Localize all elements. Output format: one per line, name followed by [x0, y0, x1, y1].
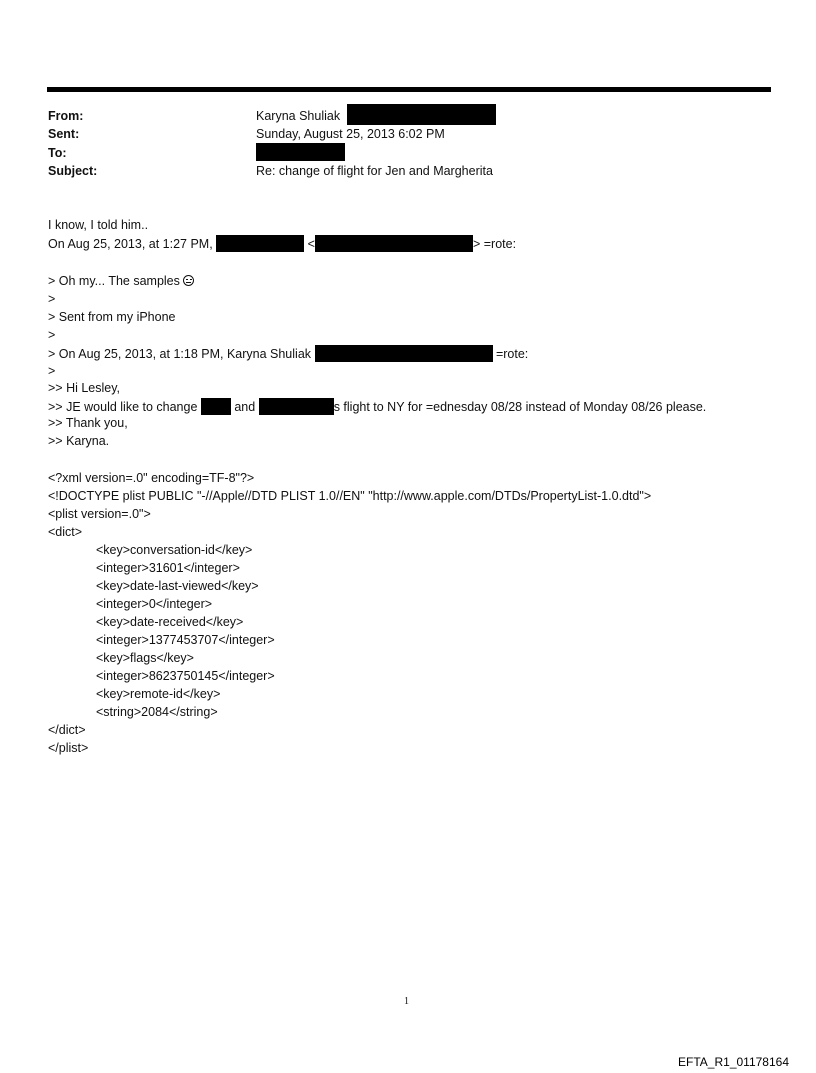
- plist-line: <integer>0</integer>: [96, 597, 213, 611]
- plist-line: <key>flags</key>: [96, 651, 194, 665]
- plist-line: <dict>: [48, 525, 83, 539]
- plist-line: <key>date-received</key>: [96, 615, 244, 629]
- plist-line: <plist version=.0">: [48, 507, 151, 521]
- redaction-box: [216, 235, 304, 252]
- plist-line: <integer>31601</integer>: [96, 561, 240, 575]
- body-text: > =rote:: [472, 237, 517, 251]
- plist-line: <key>remote-id</key>: [96, 687, 221, 701]
- redaction-box: [347, 104, 496, 125]
- plist-line: <!DOCTYPE plist PUBLIC "-//Apple//DTD PLIST 1.0//EN" "http://www.apple.com/DTDs/PropertyList-1.0.dtd">: [48, 489, 652, 503]
- body-text: >> JE would like to change: [48, 400, 201, 414]
- body-line: > Sent from my iPhone: [48, 310, 176, 324]
- from-value: Karyna Shuliak: [256, 109, 341, 123]
- body-line: >: [48, 364, 56, 378]
- page-number: 1: [404, 996, 409, 1007]
- body-line: >: [48, 328, 56, 342]
- from-label: From:: [48, 109, 84, 123]
- redaction-box: [315, 345, 493, 362]
- subject-label: Subject:: [48, 164, 98, 178]
- body-line: >> Thank you,: [48, 416, 128, 430]
- header-rule: [47, 87, 771, 92]
- body-text: > On Aug 25, 2013, at 1:18 PM, Karyna Shuliak: [48, 347, 315, 361]
- redaction-box: [201, 398, 231, 415]
- body-text: =rote:: [492, 347, 529, 361]
- body-text: s flight to NY for =ednesday 08/28 instead of Monday 08/26 please.: [333, 400, 707, 414]
- redaction-box: [259, 398, 334, 415]
- body-line: I know, I told him..: [48, 218, 149, 232]
- plist-line: <string>2084</string>: [96, 705, 218, 719]
- sent-value: Sunday, August 25, 2013 6:02 PM: [256, 127, 445, 141]
- redaction-box: [315, 235, 473, 252]
- body-text: > Oh my... The samples: [48, 274, 184, 288]
- body-text: and: [230, 400, 259, 414]
- body-line: >: [48, 292, 56, 306]
- plist-line: <integer>1377453707</integer>: [96, 633, 275, 647]
- to-label: To:: [48, 146, 67, 160]
- body-text: On Aug 25, 2013, at 1:27 PM,: [48, 237, 217, 251]
- plist-line: <?xml version=.0" encoding=TF-8"?>: [48, 471, 255, 485]
- body-line: [48, 345, 528, 362]
- plist-line: <key>date-last-viewed</key>: [96, 579, 259, 593]
- body-text: <: [304, 237, 315, 251]
- subject-value: Re: change of flight for Jen and Margherita: [256, 164, 493, 178]
- body-line: >> Hi Lesley,: [48, 381, 121, 395]
- smiley-icon: [183, 275, 194, 286]
- plist-line: <key>conversation-id</key>: [96, 543, 253, 557]
- sent-label: Sent:: [48, 127, 80, 141]
- bates-number: EFTA_R1_01178164: [678, 1055, 789, 1069]
- redaction-box: [256, 143, 345, 161]
- plist-line: </plist>: [48, 741, 89, 755]
- body-line: [48, 398, 706, 415]
- body-line: >> Karyna.: [48, 434, 110, 448]
- plist-line: <integer>8623750145</integer>: [96, 669, 275, 683]
- body-line: [48, 235, 516, 252]
- body-line: [48, 273, 194, 289]
- plist-line: </dict>: [48, 723, 86, 737]
